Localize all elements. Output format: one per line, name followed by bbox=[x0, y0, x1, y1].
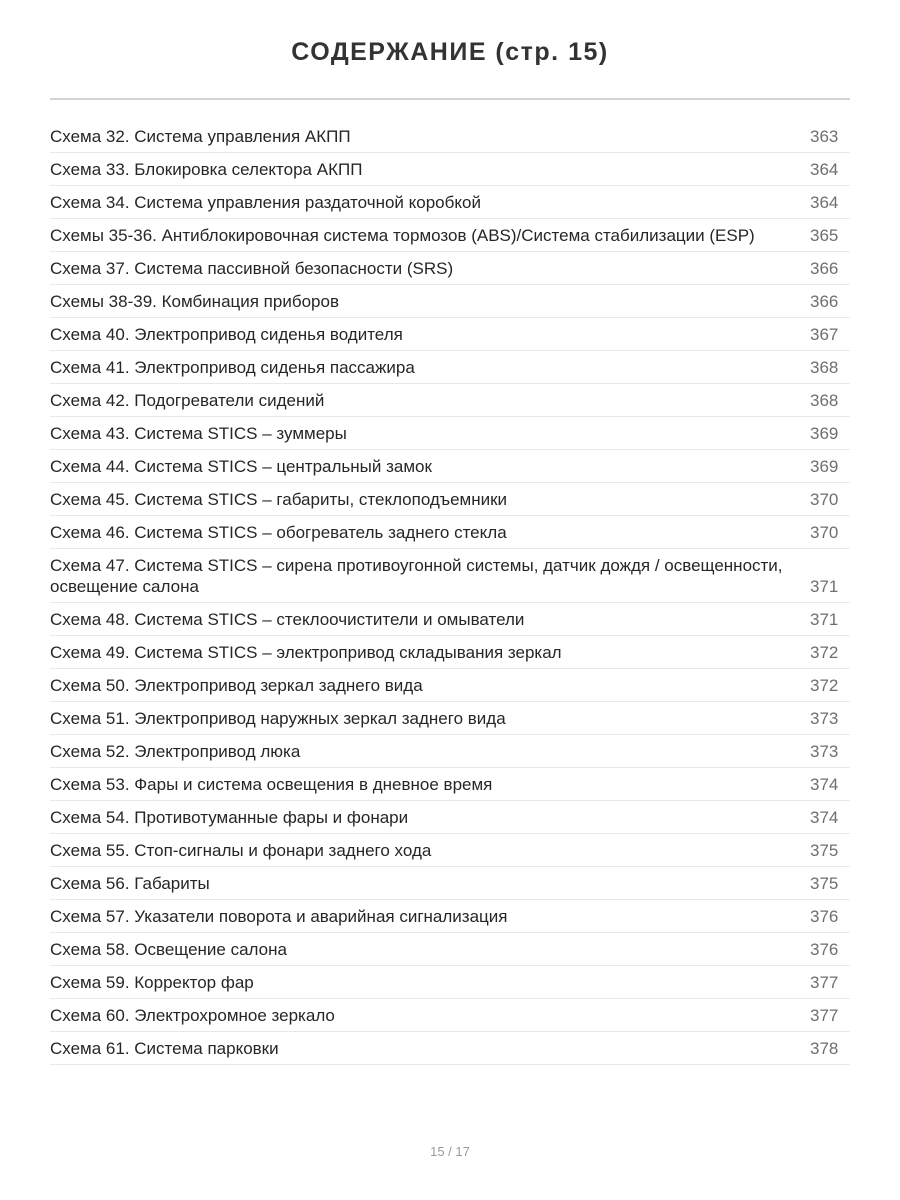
toc-row[interactable] bbox=[50, 450, 850, 483]
toc-entry-title: Схема 56. Габариты bbox=[50, 874, 210, 893]
toc-row[interactable] bbox=[50, 933, 850, 966]
toc-page-number: 373 bbox=[810, 709, 839, 728]
toc-entry-title: Схема 52. Электропривод люка bbox=[50, 742, 301, 761]
toc-entry-title: Схема 55. Стоп-сигналы и фонари заднего хода bbox=[50, 841, 432, 860]
toc-entry-title: Схемы 35-36. Антиблокировочная система тормозов (ABS)/Система стабилизации (ESP) bbox=[50, 226, 755, 245]
toc-page-number: 364 bbox=[810, 160, 839, 179]
toc-page-number: 366 bbox=[810, 259, 839, 278]
toc-page-number: 378 bbox=[810, 1039, 839, 1058]
toc-page-number: 377 bbox=[810, 1006, 839, 1025]
toc-row[interactable] bbox=[50, 186, 850, 219]
toc-entry-title: Схема 34. Система управления раздаточной коробкой bbox=[50, 193, 481, 212]
toc-entry-title: Схема 45. Система STICS – габариты, стеклоподъемники bbox=[50, 490, 508, 509]
toc-row[interactable] bbox=[50, 252, 850, 285]
toc-row[interactable] bbox=[50, 516, 850, 549]
toc-entry-title: Схема 43. Система STICS – зуммеры bbox=[50, 424, 347, 443]
toc-page-number: 365 bbox=[810, 226, 839, 245]
toc-row[interactable] bbox=[50, 318, 850, 351]
toc-entry-title: Схема 40. Электропривод сиденья водителя bbox=[50, 325, 403, 344]
toc-row[interactable] bbox=[50, 153, 850, 186]
toc-row[interactable] bbox=[50, 120, 850, 153]
toc-page-number: 375 bbox=[810, 874, 839, 893]
toc-row[interactable] bbox=[50, 384, 850, 417]
toc-page-number: 371 bbox=[810, 577, 839, 596]
toc-entry-title: Схема 48. Система STICS – стеклоочистители и омыватели bbox=[50, 610, 525, 629]
toc-list bbox=[50, 120, 850, 1065]
toc-entry-title: Схема 51. Электропривод наружных зеркал заднего вида bbox=[50, 709, 506, 728]
toc-page-number: 374 bbox=[810, 808, 839, 827]
toc-row[interactable] bbox=[50, 834, 850, 867]
toc-page-number: 375 bbox=[810, 841, 839, 860]
toc-page-number: 368 bbox=[810, 391, 839, 410]
toc-row[interactable] bbox=[50, 351, 850, 384]
toc-entry-title: Схема 42. Подогреватели сидений bbox=[50, 391, 325, 410]
toc-row[interactable] bbox=[50, 417, 850, 450]
toc-page-number: 367 bbox=[810, 325, 839, 344]
toc-page-number: 376 bbox=[810, 907, 839, 926]
toc-page-number: 372 bbox=[810, 643, 839, 662]
toc-row[interactable] bbox=[50, 801, 850, 834]
toc-row[interactable] bbox=[50, 702, 850, 735]
toc-entry-title: Схема 58. Освещение салона bbox=[50, 940, 287, 959]
toc-page-number: 377 bbox=[810, 973, 839, 992]
toc-entry-title: Схема 47. Система STICS – сирена противоугонной системы, датчик дождя / освещенности, освещение салона bbox=[50, 556, 783, 596]
toc-page-number: 374 bbox=[810, 775, 839, 794]
toc-row[interactable] bbox=[50, 636, 850, 669]
toc-entry-title: Схема 54. Противотуманные фары и фонари bbox=[50, 808, 409, 827]
toc-page-number: 366 bbox=[810, 292, 839, 311]
toc-row[interactable] bbox=[50, 867, 850, 900]
toc-row[interactable] bbox=[50, 735, 850, 768]
page-title: СОДЕРЖАНИЕ (стр. 15) bbox=[291, 38, 609, 66]
toc-row[interactable] bbox=[50, 603, 850, 636]
toc-entry-title: Схема 57. Указатели поворота и аварийная сигнализация bbox=[50, 907, 508, 926]
toc-page-number: 369 bbox=[810, 457, 839, 476]
toc-entry-title: Схема 60. Электрохромное зеркало bbox=[50, 1006, 335, 1025]
toc-page-number: 376 bbox=[810, 940, 839, 959]
toc-row[interactable] bbox=[50, 1032, 850, 1065]
toc-entry-title: Схема 44. Система STICS – центральный замок bbox=[50, 457, 432, 476]
toc-page-number: 373 bbox=[810, 742, 839, 761]
toc-entry-title: Схемы 38-39. Комбинация приборов bbox=[50, 292, 339, 311]
toc-entry-title: Схема 50. Электропривод зеркал заднего вида bbox=[50, 676, 423, 695]
toc-page-number: 368 bbox=[810, 358, 839, 377]
toc-page-number: 369 bbox=[810, 424, 839, 443]
page-indicator: 15 / 17 bbox=[430, 1144, 470, 1159]
toc-row[interactable] bbox=[50, 669, 850, 702]
toc-entry-title: Схема 33. Блокировка селектора АКПП bbox=[50, 160, 363, 179]
toc-row[interactable] bbox=[50, 549, 850, 603]
toc-entry-title: Схема 41. Электропривод сиденья пассажира bbox=[50, 358, 415, 377]
title-divider bbox=[50, 98, 850, 100]
toc-entry-title: Схема 37. Система пассивной безопасности (SRS) bbox=[50, 259, 454, 278]
toc-page-number: 372 bbox=[810, 676, 839, 695]
toc-page-number: 364 bbox=[810, 193, 839, 212]
toc-row[interactable] bbox=[50, 483, 850, 516]
toc-row[interactable] bbox=[50, 966, 850, 999]
toc-entry-title: Схема 59. Корректор фар bbox=[50, 973, 254, 992]
toc-row[interactable] bbox=[50, 900, 850, 933]
toc-entry-title: Схема 46. Система STICS – обогреватель заднего стекла bbox=[50, 523, 507, 542]
toc-page-number: 370 bbox=[810, 523, 839, 542]
toc-page-number: 363 bbox=[810, 127, 839, 146]
toc-entry-title: Схема 49. Система STICS – электропривод складывания зеркал bbox=[50, 643, 562, 662]
toc-row[interactable] bbox=[50, 285, 850, 318]
toc-page-number: 371 bbox=[810, 610, 839, 629]
toc-row[interactable] bbox=[50, 768, 850, 801]
toc-entry-title: Схема 53. Фары и система освещения в дневное время bbox=[50, 775, 493, 794]
toc-row[interactable] bbox=[50, 219, 850, 252]
toc-page-number: 370 bbox=[810, 490, 839, 509]
toc-entry-title: Схема 32. Система управления АКПП bbox=[50, 127, 351, 146]
toc-entry-title: Схема 61. Система парковки bbox=[50, 1039, 279, 1058]
toc-row[interactable] bbox=[50, 999, 850, 1032]
